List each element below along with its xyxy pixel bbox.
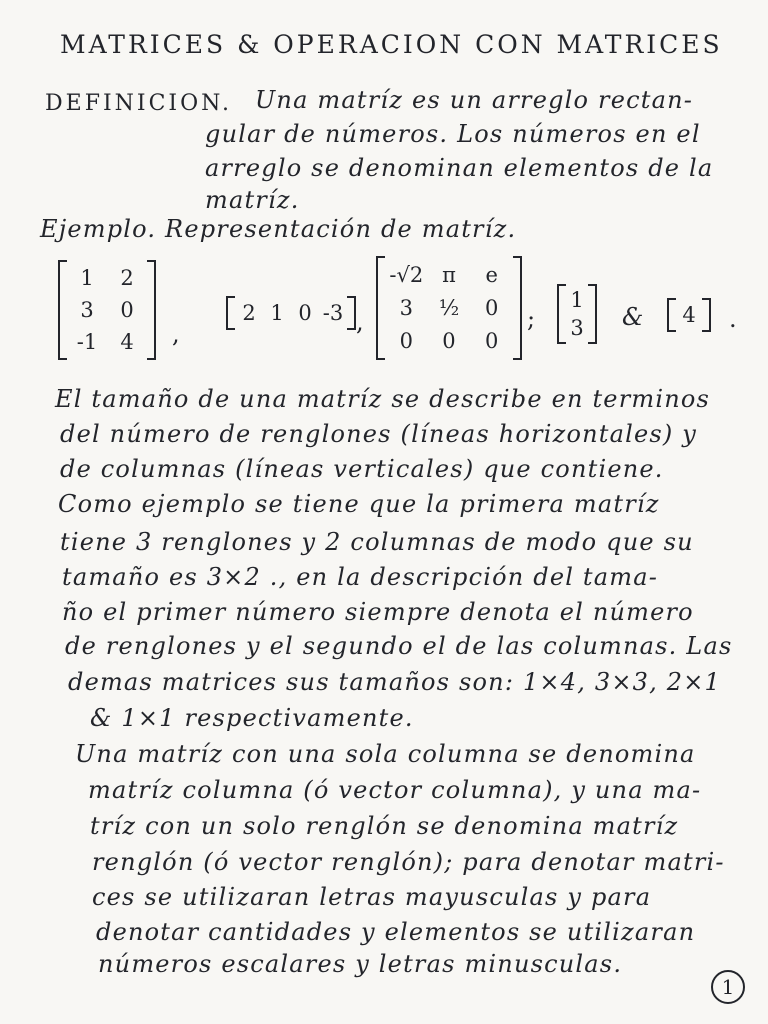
matrix-cell: 2 — [120, 266, 134, 290]
matrix-cell: 0 — [120, 298, 134, 322]
matrix-4 — [566, 286, 588, 342]
matrix-cell: 0 — [484, 295, 499, 320]
matrix-cell: -1 — [76, 330, 98, 354]
matrix-cell: 1 — [80, 266, 94, 290]
definition-line-1: Una matríz es un arreglo rectan- — [255, 86, 694, 114]
matrix-cell: 1 — [270, 301, 284, 325]
matrix-cell: 0 — [484, 329, 499, 354]
matrix-cell: 4 — [120, 330, 134, 354]
matrix-2 — [235, 298, 347, 328]
matrix-cell: 0 — [399, 329, 414, 354]
matrix-cell: 1 — [570, 288, 584, 312]
matrix-cell: π — [442, 262, 456, 287]
matrix-cell: -√2 — [389, 262, 424, 287]
paragraph-1-line: de renglones y el segundo el de las columnas. Las — [65, 632, 733, 660]
matrix-cell: 4 — [682, 303, 696, 327]
matrix-cell: 0 — [298, 301, 312, 325]
definition-line-2: gular de números. Los números en el — [205, 120, 701, 148]
separator: , — [356, 308, 364, 336]
definition-label: DEFINICION. — [45, 91, 232, 116]
matrix-cell: e — [485, 262, 498, 287]
paragraph-1-line: tamaño es 3×2 ., en la descripción del tama- — [62, 563, 659, 591]
paragraph-2-line: ces se utilizaran letras mayusculas y para — [92, 883, 652, 911]
definition-line-3: arreglo se denominan elementos de la — [205, 154, 714, 182]
paragraph-1-line: tiene 3 renglones y 2 columnas de modo que su — [60, 528, 694, 556]
paragraph-2-line: números escalares y letras minusculas. — [98, 950, 623, 978]
paragraph-1-line: demas matrices sus tamaños son: 1×4, 3×3, 2×1 — [68, 668, 722, 696]
paragraph-2-line: renglón (ó vector renglón); para denotar matri- — [92, 848, 725, 876]
matrix-cell: 3 — [570, 316, 584, 340]
paragraph-1-line: del número de renglones (líneas horizontales) y — [60, 420, 698, 448]
period: . — [729, 305, 737, 333]
matrix-cell: ½ — [438, 295, 460, 320]
paragraph-2-line: matríz columna (ó vector columna), y una ma- — [88, 776, 702, 804]
paragraph-1-line: El tamaño de una matríz se describe en terminos — [55, 385, 711, 413]
matrix-5 — [676, 300, 702, 330]
paragraph-1-line: & 1×1 respectivamente. — [90, 704, 414, 732]
matrix-1 — [67, 262, 147, 358]
separator: , — [172, 320, 180, 348]
ampersand: & — [622, 303, 644, 331]
matrix-cell: 0 — [442, 329, 456, 354]
page-title: MATRICES & OPERACION CON MATRICES — [60, 30, 723, 59]
paragraph-1-line: Como ejemplo se tiene que la primera matríz — [58, 490, 660, 518]
page-number: 1 — [711, 970, 745, 1004]
paragraph-1-line: ño el primer número siempre denota el número — [62, 598, 694, 626]
matrix-3 — [385, 258, 513, 358]
matrix-cell: 3 — [399, 295, 414, 320]
matrix-cell: -3 — [322, 301, 344, 325]
paragraph-1-line: de columnas (líneas verticales) que contiene. — [60, 455, 664, 483]
definition-line-4: matríz. — [205, 186, 300, 214]
paragraph-2-line: Una matríz con una sola columna se denomina — [75, 740, 696, 768]
matrix-cell: 3 — [80, 298, 94, 322]
paragraph-2-line: denotar cantidades y elementos se utilizaran — [96, 918, 696, 946]
example-heading: Ejemplo. Representación de matríz. — [40, 215, 517, 243]
matrix-cell: 2 — [242, 301, 256, 325]
separator: ; — [527, 305, 536, 333]
paragraph-2-line: tríz con un solo renglón se denomina matríz — [90, 812, 679, 840]
